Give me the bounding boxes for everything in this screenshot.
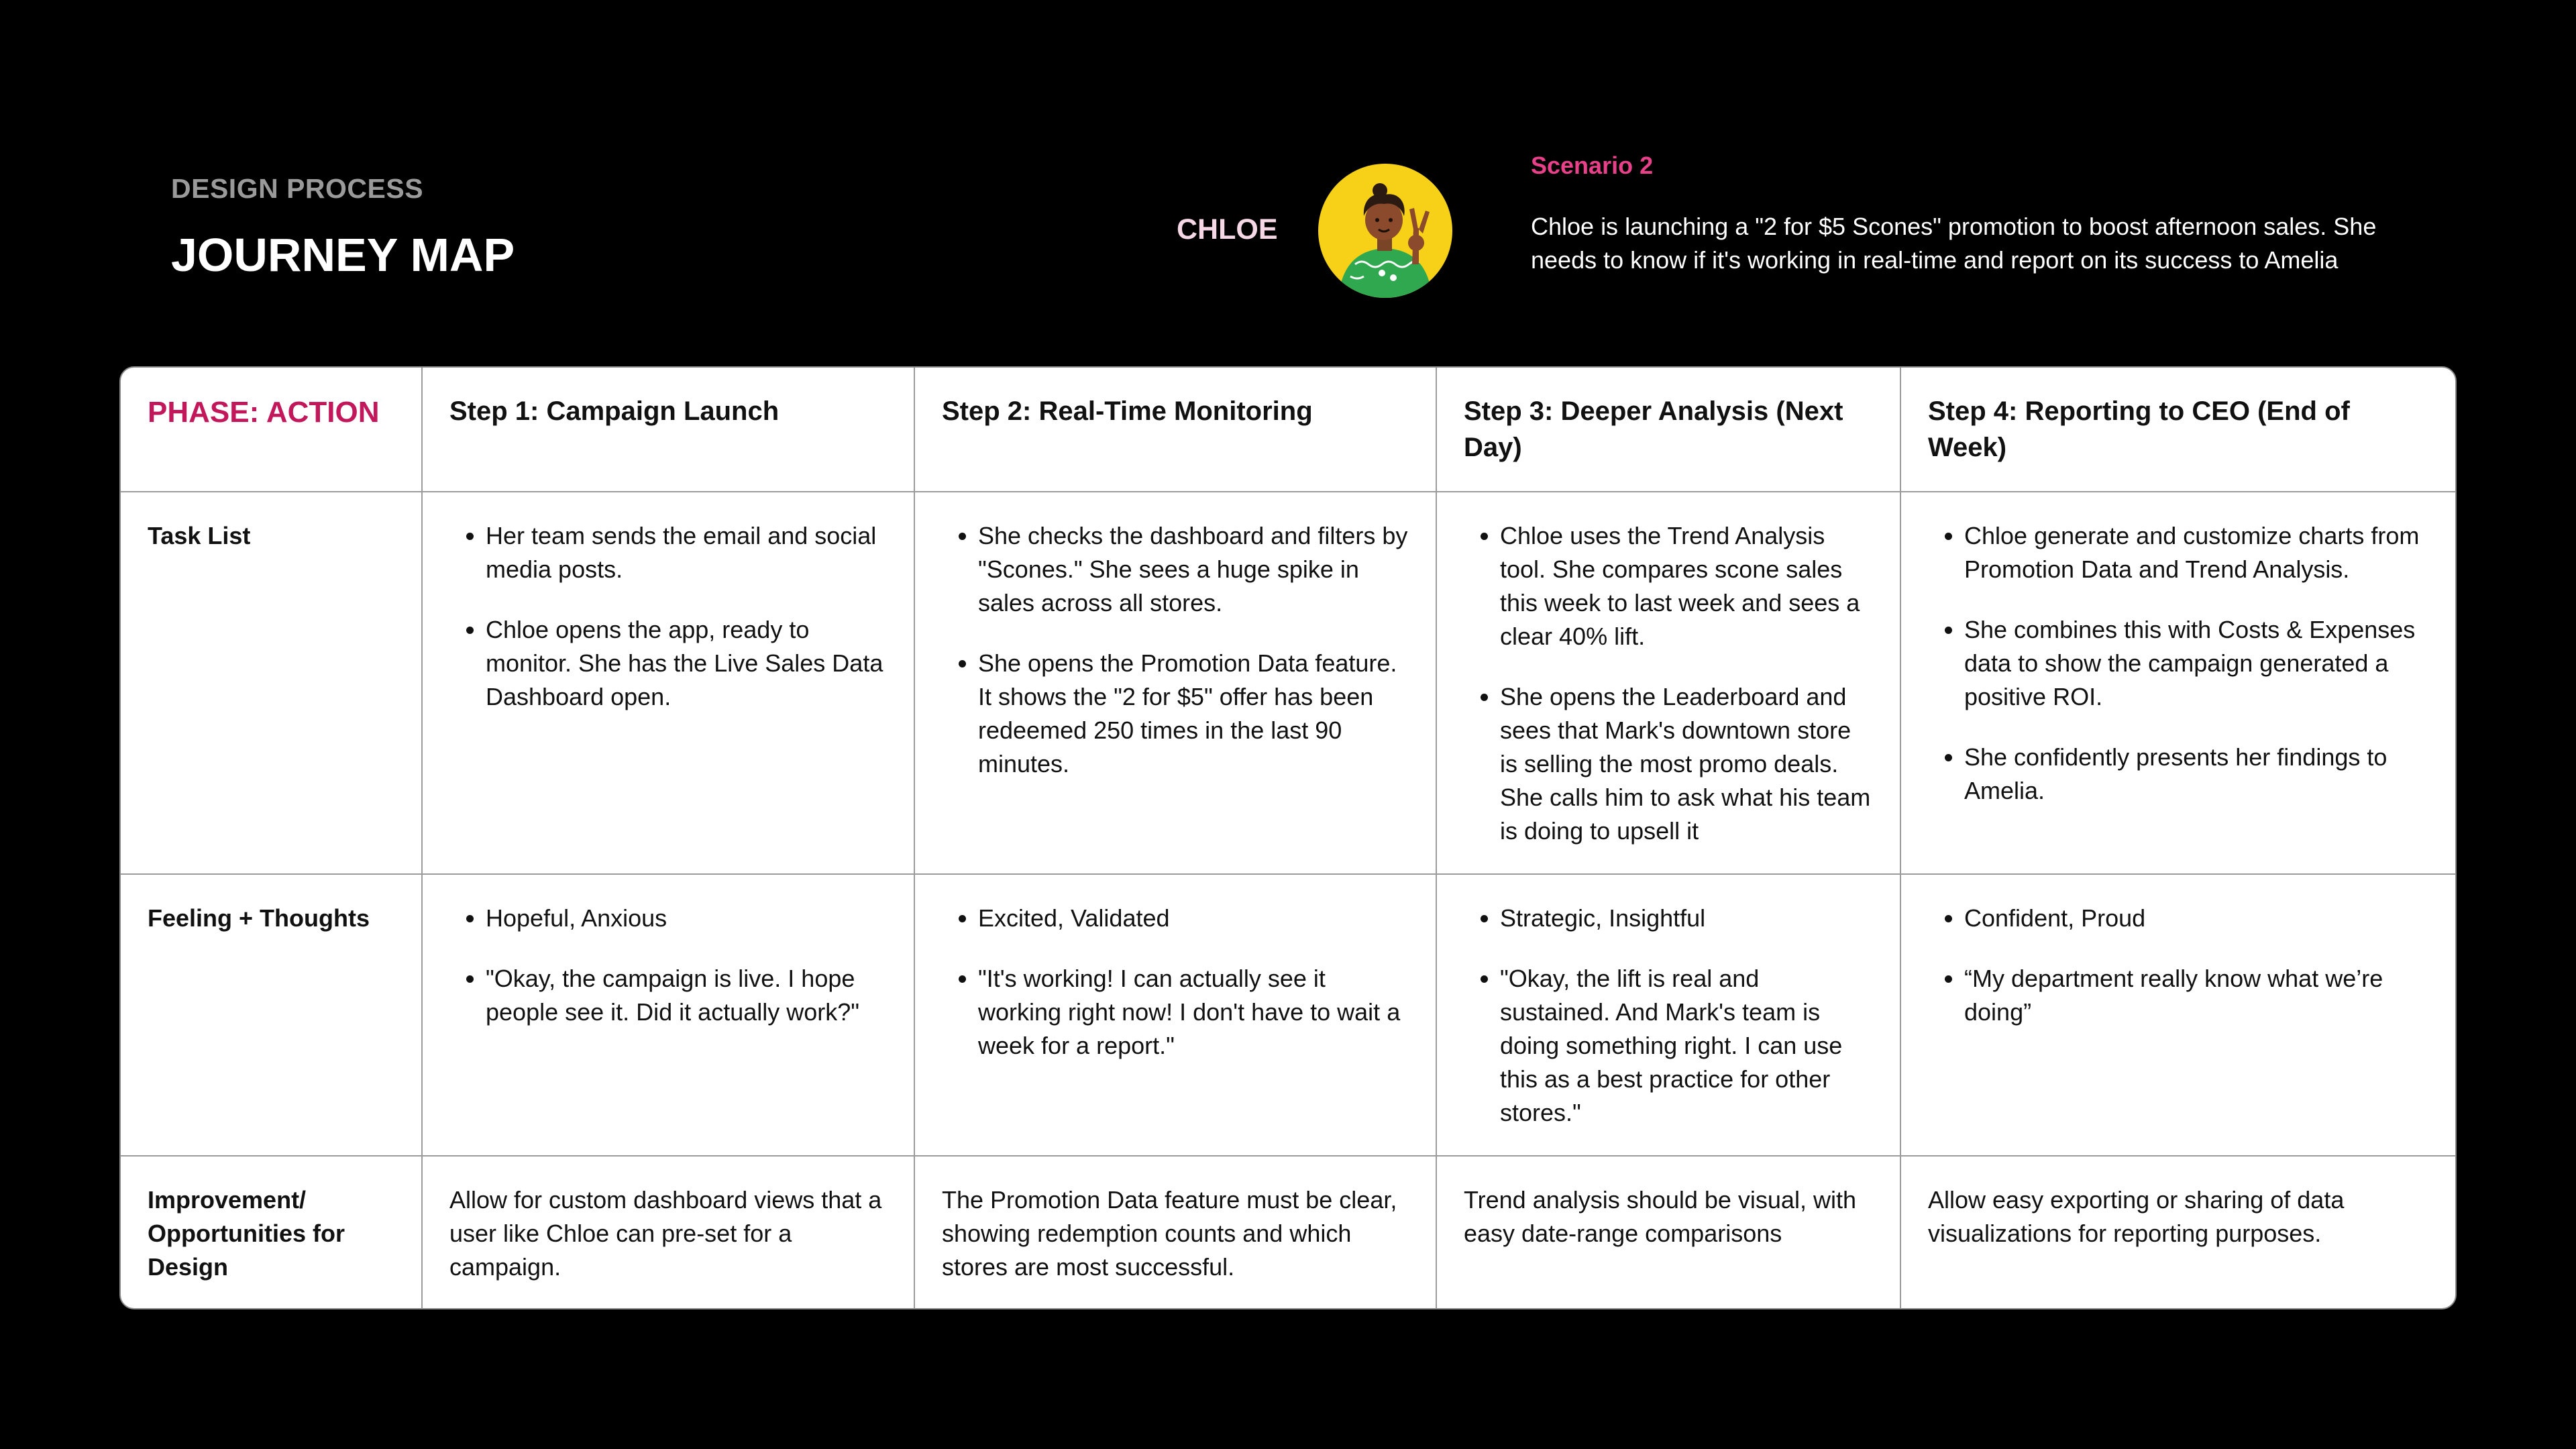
list-item: • Her team sends the email and social media posts.: [486, 519, 887, 586]
list-item: • She confidently presents her findings to Amelia.: [1964, 741, 2428, 808]
task-list-step-3: [1437, 492, 1901, 875]
feelings-step-2: [915, 875, 1437, 1157]
scenario-description: Chloe is launching a "2 for $5 Scones" promotion to boost afternoon sales. She needs to know if it's working in real-time and report on its success to Amelia: [1531, 213, 2377, 274]
feelings-label: Feeling + Thoughts: [121, 875, 423, 1157]
scenario-label: Scenario 2: [1531, 152, 1654, 179]
section-kicker: DESIGN PROCESS: [171, 173, 424, 204]
step-2-header: Step 2: Real-Time Monitoring: [915, 368, 1437, 492]
opportunity-step-2: The Promotion Data feature must be clear, showing redemption counts and which stores are most successful.: [915, 1157, 1437, 1308]
persona-name: CHLOE: [1177, 213, 1278, 246]
phase-label: PHASE: ACTION: [121, 368, 423, 492]
list-item: • She combines this with Costs & Expenses data to show the campaign generated a positive ROI.: [1964, 613, 2428, 714]
feelings-step-1: [423, 875, 915, 1157]
task-list-step-4: [1901, 492, 2455, 875]
list-item: • "Okay, the lift is real and sustained. And Mark's team is doing something right. I can use this as a best practice for other stores.": [1500, 962, 1873, 1130]
list-item: • She opens the Leaderboard and sees that Mark's downtown store is selling the most promo deals. She calls him to ask what his team is doing to upsell it: [1500, 680, 1873, 848]
task-list-step-2: [915, 492, 1437, 875]
list-item: • Confident, Proud: [1964, 902, 2428, 935]
list-item: • "Okay, the campaign is live. I hope people see it. Did it actually work?": [486, 962, 887, 1029]
opportunity-step-4: Allow easy exporting or sharing of data visualizations for reporting purposes.: [1928, 1186, 2345, 1247]
opportunity-step-3: Trend analysis should be visual, with easy date-range comparisons: [1437, 1157, 1901, 1308]
task-list-step-1: [423, 492, 915, 875]
task-list-label: Task List: [121, 492, 423, 875]
feelings-step-4: [1901, 875, 2455, 1157]
list-item: • She opens the Promotion Data feature. It shows the "2 for $5" offer has been redeemed 250 times in the last 90 minutes.: [978, 647, 1409, 781]
step-3-header: Step 3: Deeper Analysis (Next Day): [1437, 368, 1901, 492]
list-item: • “My department really know what we’re doing”: [1964, 962, 2428, 1029]
list-item: • She checks the dashboard and filters by "Scones." She sees a huge spike in sales across all stores.: [978, 519, 1409, 620]
journey-map-table: [119, 366, 2457, 1309]
page-title: JOURNEY MAP: [171, 229, 515, 281]
list-item: • Chloe uses the Trend Analysis tool. She compares scone sales this week to last week and sees a clear 40% lift.: [1500, 519, 1873, 653]
list-item: • "It's working! I can actually see it working right now! I don't have to wait a week for a report.": [978, 962, 1409, 1063]
feelings-step-3: [1437, 875, 1901, 1157]
step-4-header: Step 4: Reporting to CEO (End of Week): [1901, 368, 2455, 492]
step-1-header: Step 1: Campaign Launch: [423, 368, 915, 492]
persona-avatar-icon: [1318, 164, 1452, 298]
list-item: • Strategic, Insightful: [1500, 902, 1873, 935]
list-item: • Excited, Validated: [978, 902, 1409, 935]
opportunity-step-1: Allow for custom dashboard views that a user like Chloe can pre-set for a campaign.: [423, 1157, 915, 1308]
list-item: • Chloe generate and customize charts from Promotion Data and Trend Analysis.: [1964, 519, 2428, 586]
list-item: • Chloe opens the app, ready to monitor. She has the Live Sales Data Dashboard open.: [486, 613, 887, 714]
list-item: • Hopeful, Anxious: [486, 902, 887, 935]
opportunities-label: Improvement/ Opportunities for Design: [121, 1157, 423, 1308]
